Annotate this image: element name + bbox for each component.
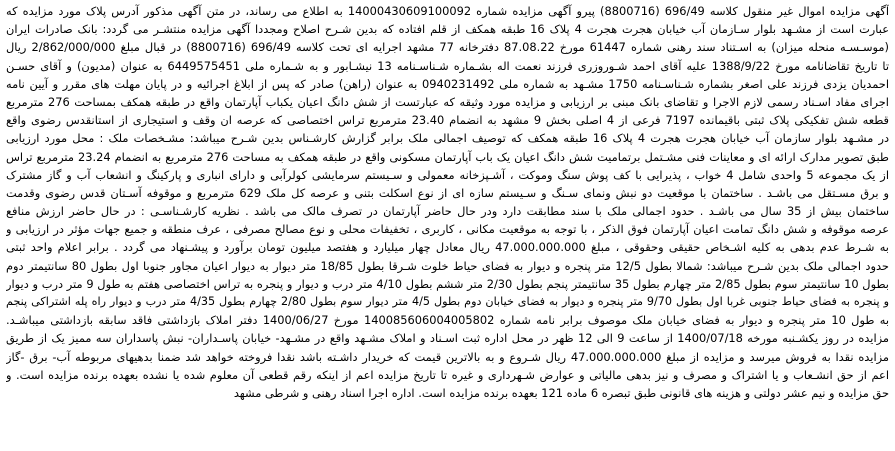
text-line: مزایده نقدا به فروش میرسد و مزایده از مبلغ 47.000.000.000 ریال شـروع و به بالاترین قیمت که خریدار داشـته باشد نقدا فروخته خواهد شد ضمنا بدهیهای مربوطه آب- برق -گاز xyxy=(6,349,889,364)
text-line: بطول 10 سانتیمتر سوم بطول 2/85 متر چهارم بطول 35 سانتیمتر پنجم بطول 2/30 متر ششم بطول 4/10 متر درب و دیوار و پنجره به تراس اختصاصی هفتم به طول 9 متر درب و دیوار xyxy=(6,276,889,291)
text-line: ساختمان بیش از 35 سال می باشـد . حدود اجمالی ملک با سند مطابقت دارد ودر حال حاضر آپارتمان در تصرف مالک می باشد . نظریه کارشـناسـی : در حال حاضر ارزش منافع xyxy=(6,204,889,219)
text-line: قطعه شش تفکیکی پلاک ثبتی باقیمانده 7197 فرعی از 4 اصلی بخش 9 مشهد به انضمام 23.40 مترمربع تراس اختصاصی که عرصه ان وقف و استیجاری از استانقدس رضوی واقع xyxy=(6,113,889,128)
text-line: حدود اجمالی ملک بدین شـرح میباشد: شمالا بطول 12/5 متر پنجره و دیوار به فضای حیاط خلوت شـرقا بطول 18/85 متر دیوار به دیوار اعیان مجاور جنوبا اول بطول 80 سانتیمتر دوم xyxy=(6,258,889,273)
text-line: اجرای مفاد اسـناد رسمی لازم الاجرا و تقاضای بانک مبنی بر ارزیابی و مزایده مورد وثیقه که عبارتست از شش دانگ اعیان یکباب آپارتمان واقع در طبقه همکف بمساحت 276 مترمربع xyxy=(6,94,889,109)
text-line-last: حق مزایده و نیم عشر دولتی و هزینه های قانونی طبق تبصره 6 ماده 121 بعهده برنده مزایده است. اداره اجرا اسناد رهنی و شرطی مشهد xyxy=(233,385,889,400)
text-line: و پنجره به فضای حیاط جنوبی غربا اول بطول 9/70 متر پنجره و دیوار به فضای خیابان دوم بطول 4/5 متر دیوار سوم بطول 2/80 چهارم بطول 4/35 متر درب و دیوار راه پله اشتراکی پنجم xyxy=(6,295,889,308)
text-line: اعم از حق انشـعاب و یا اشتراک و مصرف و نیز بدهی مالیاتی و عوارض شـهرداری و غیره تا تاریخ مزایده اعم از اینکه رقم قطعی آن معلوم شده یا نشده بعهده برنده مزایده است. و xyxy=(6,367,889,382)
text-line: در مشـهد بلوار سازمان آب خیابان هجرت هجرت 4 پلاک 16 طبقه همکف که توصیف اجمالی ملک برابر گزارش کارشـناس بدین شـرح میباشد: مشـخصات ملک : محل مورد ارزیابی xyxy=(6,131,889,146)
text-line: عرصه موقوفه و شش دانگ تمامت اعیان آپارتمان فوق الذکر ، با توجه به موقعیت مکانی ، کاربری ، تخفیفات محلی و نوع مصالح مصرفی ، عرف منطقه و جمیع جهات مؤثر در ارزیابی و xyxy=(6,222,889,237)
text-line: و برق مسـتقل می باشـد . ساختمان با موقعیت دو نبش ونمای سـنگ و سـیستم سازه ای از نوع اسکلت بتنی و عرصه کل ملک 629 مترمربع و موقوفه آسـتان قدس رضوی وقدمت xyxy=(6,185,889,200)
text-line: از یک مجموعه 5 واحدی شامل 4 خواب ، پذیرایی با کف پوش سنگ وموکت ، آشـپزخانه معمولی و سـیستم سرمایشی کولرآبی و دارای انباری و پارکینگ و انشعاب آب و گاز مشترک xyxy=(6,167,889,182)
notice-body xyxy=(6,2,889,402)
text-line: احمدیان یزدی فرزند علی اصغر بشماره شـناسـنامه 1750 مشـهد به شماره ملی 0940231492 به عنوان (راهن) صادر که پس از ابلاغ اجرائیه و در پایان مهلت های مقرر و آیین نامه xyxy=(6,76,889,91)
text-line: عبارت است از مشـهد بلوار سـازمان آب خیابان هجرت هجرت 4 پلاک 16 طبقه همکف از قلم افتاده که بدین شـرح اصلاح ومجددا آگهی مزایده منتشـر می گردد: بانک صادرات ایران xyxy=(6,22,889,37)
text-line: طبق تصویر مدارک ارائه ای و معاینات فنی مشـتمل برتمامیت شش دانگ اعیان یک باب آپارتمان مسکونی واقع در طبقه همکف به مساحت 276 مترمربع به انضمام 23.24 مترمربع تراس xyxy=(6,149,889,164)
text-line: آگهی مزایده اموال غیر منقول کلاسه 696/49 (8800716) پیرو آگهی مزایده شماره 14000430609100092 به اطلاع می رساند، در متن آگهی مذکور آدرس پلاک مورد مزایده که xyxy=(6,4,889,18)
text-line: به طول 10 متر پنجره و دیوار به فضای خیابان ملک موصوف برابر نامه شماره 140085606004005802 مورخ 1400/06/27 دفتر املاک بازداشتی فاقد سابقه بازداشتی میباشـد. xyxy=(6,313,889,328)
text-line: به شـرط عدم بدهی به کلیه اشـخاص حقیقی وحقوقی ، مبلغ 47.000.000.000 ریال معادل چهار میلیارد و هفتصد میلیون تومان برآورد و پیشـنهاد می گردد . برابر اعلام واحد ثبتی xyxy=(6,240,889,255)
text-line: (موسـسـه منحله میزان) به اسـتناد سند رهنی شماره 61447 مورخ 87.08.22 دفترخانه 77 مشهد اجرایه ای تحت کلاسه 696/49 (8800716) در قبال مبلغ 2/862/000/000 ریال xyxy=(6,40,889,55)
text-line: تا تاریخ تقاضانامه مورخ 1388/9/22 علیه آقای احمد شـوروزری فرزند نعمت اله بشـماره شـناسـنامه 13 نیشـابور و به شـماره ملی 6449575451 به عنوان (مدیون) و آقای حسـن xyxy=(6,58,889,73)
text-line: مزایده در روز یکشـنبه مورخه 1400/07/18 از ساعت 9 الی 12 ظهر در محل اداره ثبت اسـناد و املاک مشـهد واقع در مشـهد- خیابان پاسـداران- نبش پاسداران سه ممیز یک از طریق xyxy=(6,331,889,346)
